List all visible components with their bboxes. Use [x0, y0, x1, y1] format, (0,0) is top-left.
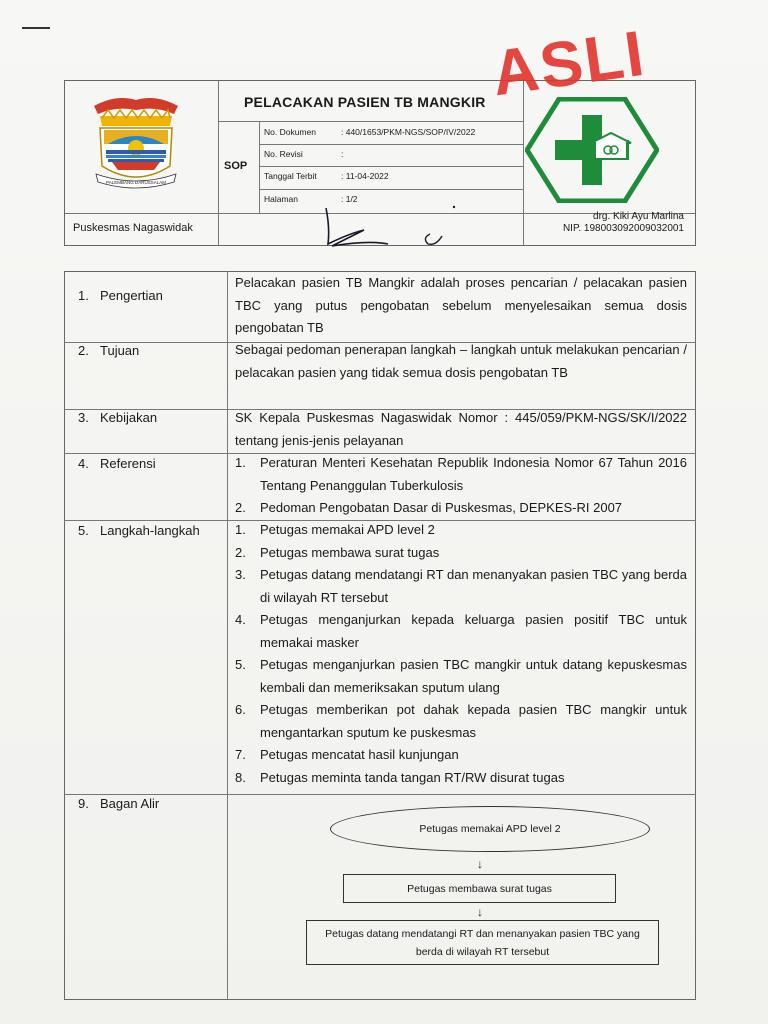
section-number: 1. — [78, 288, 89, 303]
section-label-pengertian — [78, 288, 228, 303]
flowchart-start-oval: Petugas memakai APD level 2 — [330, 806, 650, 852]
list-item-text: Petugas menganjurkan pasien TBC mangkir untuk datang kepuskesmas kembali dan memeriksakan sputum ulang — [260, 657, 687, 695]
list-item: 1. Peraturan Menteri Kesehatan Republik Indonesia Nomor 67 Tahun 2016 Tentang Penanggulan Tuberkulosis — [235, 455, 687, 493]
section-title: Tujuan — [100, 343, 140, 358]
list-item-text: Petugas memakai APD level 2 — [260, 522, 435, 537]
list-item: 2. Pedoman Pengobatan Dasar di Puskesmas, DEPKES-RI 2007 — [235, 500, 623, 515]
field-label-halaman: Halaman — [264, 194, 299, 204]
flowchart-step-box: Petugas membawa surat tugas — [343, 874, 616, 903]
list-item-text: Petugas mencatat hasil kunjungan — [260, 747, 459, 762]
section-title: Kebijakan — [100, 410, 158, 425]
list-item: 3. Petugas datang mendatangi RT dan menanyakan pasien TBC yang berda di wilayah RT tersebut — [235, 567, 687, 605]
section-title: Pengertian — [100, 288, 163, 303]
field-value-halaman: : 1/2 — [341, 194, 358, 204]
field-value-no-revisi: : — [341, 149, 344, 159]
sop-label: SOP — [224, 160, 248, 172]
signer-block — [563, 211, 684, 235]
section-label-referensi — [78, 456, 228, 471]
field-label-tanggal-terbit: Tanggal Terbit — [264, 171, 317, 181]
list-item: 5. Petugas menganjurkan pasien TBC mangkir untuk datang kepuskesmas kembali dan memeriksakan sputum ulang — [235, 657, 687, 695]
list-item: 8. Petugas meminta tanda tangan RT/RW disurat tugas — [235, 769, 565, 785]
list-item-text: Pedoman Pengobatan Dasar di Puskesmas, DEPKES-RI 2007 — [260, 500, 623, 515]
document-title: PELACAKAN PASIEN TB MANGKIR — [244, 94, 486, 110]
organization-name: Puskesmas Nagaswidak — [73, 222, 193, 234]
section-text-tujuan: Sebagai pedoman penerapan langkah – langkah untuk melakukan pencarian / pelacakan pasien yang tidak semua dosis pengobatan TB — [235, 342, 687, 380]
field-label-no-dokumen: No. Dokumen — [264, 127, 316, 137]
list-item-text: Petugas memberikan pot dahak kepada pasien TBC mangkir untuk mengantarkan sputum ke puskesmas — [260, 702, 687, 740]
signature-icon — [318, 204, 458, 252]
section-title: Bagan Alir — [100, 796, 160, 811]
list-item-text: Petugas datang mendatangi RT dan menanyakan pasien TBC yang berda di wilayah RT tersebut — [260, 567, 687, 605]
section-label-bagan-alir — [78, 796, 228, 811]
list-item-text: Petugas menganjurkan kepada keluarga pasien positif TBC untuk memakai masker — [260, 612, 687, 650]
section-number: 2. — [78, 343, 89, 358]
asli-stamp: ASLI — [487, 16, 650, 110]
section-number: 3. — [78, 410, 89, 425]
column-divider — [227, 271, 228, 1000]
signer-name: drg. Kiki Ayu Marlina — [593, 211, 684, 222]
section-number: 9. — [78, 796, 89, 811]
list-item: 7. Petugas mencatat hasil kunjungan — [235, 747, 459, 762]
field-label-no-revisi: No. Revisi — [264, 149, 303, 159]
city-emblem-icon — [86, 92, 186, 196]
section-label-langkah — [78, 523, 228, 538]
arrow-down-icon: ↓ — [477, 905, 483, 919]
row-divider — [64, 794, 696, 795]
referensi-list — [235, 452, 687, 520]
list-item-text: Peraturan Menteri Kesehatan Republik Indonesia Nomor 67 Tahun 2016 Tentang Penanggulan Tuberkulosis — [260, 455, 687, 493]
edge-mark — [22, 27, 50, 29]
list-item: 4. Petugas menganjurkan kepada keluarga pasien positif TBC untuk memakai masker — [235, 612, 687, 650]
section-number: 4. — [78, 456, 89, 471]
field-value-tanggal-terbit: : 11-04-2022 — [341, 171, 389, 181]
emblem-banner-text: PALEMBANG DARUSSALAM — [106, 180, 166, 185]
section-number: 5. — [78, 523, 89, 538]
section-label-tujuan — [78, 343, 228, 358]
list-item: 6. Petugas memberikan pot dahak kepada pasien TBC mangkir untuk mengantarkan sputum ke puskesmas — [235, 702, 687, 740]
puskesmas-logo-icon — [525, 97, 659, 203]
section-text-pengertian: Pelacakan pasien TB Mangkir adalah proses pencarian / pelacakan pasien TBC yang putus pengobatan sebelum menyelesaikan semua dosis pengobatan TB — [235, 275, 687, 335]
section-title: Langkah-langkah — [100, 523, 200, 538]
list-item-text: Petugas membawa surat tugas — [260, 544, 440, 560]
section-text-kebijakan: SK Kepala Puskesmas Nagaswidak Nomor : 445/059/PKM-NGS/SK/I/2022 tentang jenis-jenis pelayanan — [235, 410, 687, 448]
list-item-text: Petugas meminta tanda tangan RT/RW disurat tugas — [260, 769, 565, 785]
field-value-no-dokumen: : 440/1653/PKM-NGS/SOP/IV/2022 — [341, 127, 476, 137]
signer-nip: NIP. 198003092009032001 — [562, 223, 684, 234]
section-label-kebijakan — [78, 410, 228, 425]
flowchart-step-box: Petugas datang mendatangi RT dan menanyakan pasien TBC yang berda di wilayah RT tersebut — [306, 920, 659, 965]
arrow-down-icon: ↓ — [477, 857, 483, 871]
langkah-list — [235, 519, 687, 789]
list-item: 2. Petugas membawa surat tugas — [235, 544, 440, 560]
section-title: Referensi — [100, 456, 156, 471]
list-item: 1. Petugas memakai APD level 2 — [235, 522, 435, 537]
